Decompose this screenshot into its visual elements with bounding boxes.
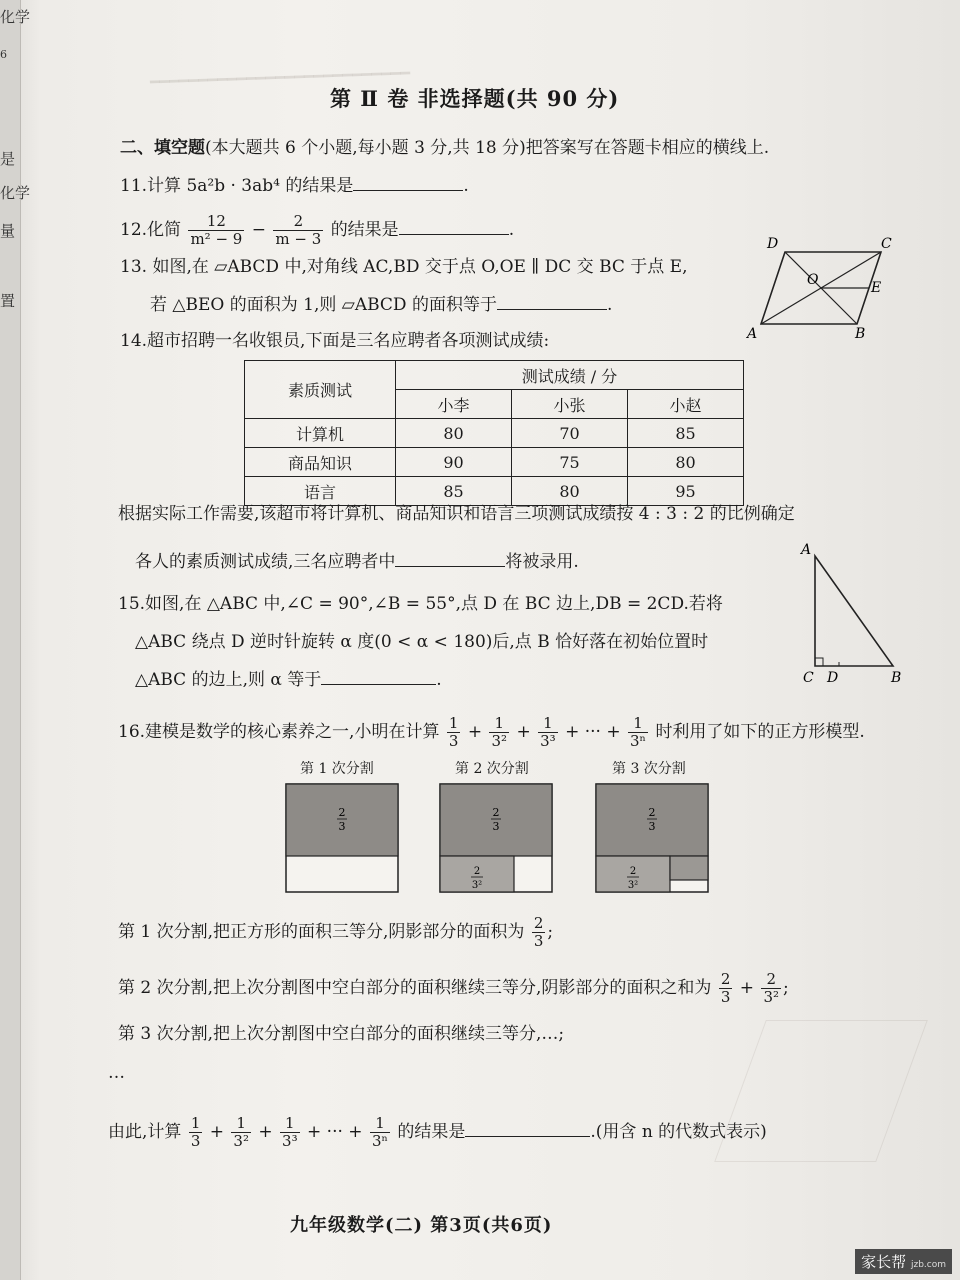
answer-blank-15	[321, 668, 436, 685]
vertex-label-C: C	[881, 236, 892, 252]
table-row-label: 语言	[245, 477, 396, 506]
table-row	[245, 419, 744, 448]
table-cell: 85	[628, 419, 744, 448]
question-14-line1: 根据实际工作需要,该超市将计算机、商品知识和语言三项测试成绩按 4 : 3 : 2 的比例确定	[118, 504, 795, 524]
answer-blank-11	[353, 174, 463, 191]
question-15-line3: △ABC 的边上,则 α 等于 .	[135, 670, 442, 690]
parallelogram-figure	[735, 232, 895, 342]
svg-text:3²: 3²	[471, 880, 483, 891]
caption-split-2: 第 2 次分割	[455, 761, 529, 777]
table-cell: 80	[396, 419, 512, 448]
section-heading: 二、填空题(本大题共 6 个小题,每小题 3 分,共 18 分)把答案写在答题卡相应的横线上.	[120, 138, 770, 158]
vertex-label-A: A	[801, 542, 812, 558]
question-13-line1: 13. 如图,在 ▱ABCD 中,对角线 AC,BD 交于点 O,OE ∥ DC 交 BC 于点 E,	[120, 257, 688, 277]
strip-text: 6	[0, 48, 7, 61]
table-row-label: 计算机	[245, 419, 396, 448]
scores-table	[244, 360, 744, 506]
caption-split-1: 第 1 次分割	[300, 761, 374, 777]
square-model-3	[596, 784, 708, 892]
answer-blank-14	[395, 550, 505, 567]
question-14-intro: 14.超市招聘一名收银员,下面是三名应聘者各项测试成绩:	[120, 331, 550, 351]
question-16-final: 由此,计算 $\frac{1}{3}$ + $\frac{1}{\text{3²}}$ + $\frac{1}{\text{3³}}$ + ··· + $\frac{1}{\text{3ⁿ}}$ 的结果是 .(用含 n 的代数式表示)	[108, 1114, 767, 1150]
table-col-header: 小李	[396, 390, 512, 419]
question-12: 12.化简 $\frac{12}{\text{m² − 9}}$ − $\frac{2}{m - 3}$ 的结果是 .	[120, 212, 515, 248]
strip-text: 量	[0, 222, 16, 240]
answer-blank-13	[497, 293, 607, 310]
section-title: 第 Ⅱ 卷 非选择题(共 90 分)	[330, 86, 620, 111]
svg-text:2: 2	[473, 866, 481, 877]
table-col-header: 小赵	[628, 390, 744, 419]
question-13-line2: 若 △BEO 的面积为 1,则 ▱ABCD 的面积等于 .	[150, 295, 613, 315]
vertex-label-C: C	[803, 670, 814, 686]
point-label-O: O	[807, 272, 819, 288]
vertex-label-A: A	[747, 326, 758, 342]
table-cell: 95	[628, 477, 744, 506]
step-1-text: 第 1 次分割,把正方形的面积三等分,阴影部分的面积为 $\frac{2}{3}$ ;	[118, 914, 554, 950]
page-footer: 九年级数学(二) 第3页(共6页)	[290, 1215, 553, 1236]
svg-text:3: 3	[492, 820, 500, 833]
strip-text: 化学	[0, 184, 31, 202]
question-15-line1: 15.如图,在 △ABC 中,∠C = 90°,∠B = 55°,点 D 在 BC 边上,DB = 2CD.若将	[118, 594, 723, 614]
svg-text:2: 2	[492, 806, 500, 819]
table-cell: 80	[512, 477, 628, 506]
question-11: 11.计算 5a²b · 3ab⁴ 的结果是 .	[120, 176, 469, 196]
question-16-intro: 16.建模是数学的核心素养之一,小明在计算 $\frac{1}{3}$ + $\frac{1}{\text{3²}}$ + $\frac{1}{\text{3³}}$ + ··· + $\frac{1}{\text{3ⁿ}}$ 时利用了如下的正方形模型.	[118, 714, 865, 750]
table-cell: 70	[512, 419, 628, 448]
table-row	[245, 448, 744, 477]
strip-text: 化学	[0, 8, 31, 26]
square-model-1	[286, 784, 398, 892]
strip-text: 置	[0, 292, 16, 310]
strip-text: 是	[0, 150, 16, 168]
question-14-line2: 各人的素质测试成绩,三名应聘者中 将被录用.	[135, 552, 579, 572]
vertex-label-B: B	[855, 326, 866, 342]
table-cell: 75	[512, 448, 628, 477]
point-label-E: E	[871, 280, 882, 296]
triangle-figure	[795, 540, 915, 690]
table-group-header: 测试成绩 / 分	[396, 361, 744, 390]
ellipsis: …	[108, 1063, 125, 1083]
table-corner-header: 素质测试	[245, 361, 396, 419]
caption-split-3: 第 3 次分割	[612, 761, 686, 777]
step-2-text: 第 2 次分割,把上次分割图中空白部分的面积继续三等分,阴影部分的面积之和为 $\frac{2}{3}$ + $\frac{2}{\text{3²}}$ ;	[118, 970, 789, 1006]
region-label: 3	[338, 820, 346, 833]
answer-blank-16	[465, 1120, 590, 1137]
svg-text:3²: 3²	[627, 880, 639, 891]
step-3-text: 第 3 次分割,把上次分割图中空白部分的面积继续三等分,…;	[118, 1024, 565, 1044]
square-model-2	[440, 784, 552, 892]
table-cell: 80	[628, 448, 744, 477]
square-models	[282, 782, 722, 898]
bleed-through: ━━━━━━━━━━━━━━━━━━━━━━━━━━━	[149, 63, 411, 92]
table-cell: 85	[396, 477, 512, 506]
watermark-logo: 家长帮 jzb.com	[855, 1249, 952, 1274]
region-label: 2	[338, 806, 346, 819]
svg-text:2: 2	[648, 806, 656, 819]
vertex-label-D: D	[767, 236, 779, 252]
table-cell: 90	[396, 448, 512, 477]
table-row-label: 商品知识	[245, 448, 396, 477]
table-col-header: 小张	[512, 390, 628, 419]
answer-blank-12	[399, 218, 509, 235]
question-15-line2: △ABC 绕点 D 逆时针旋转 α 度(0 < α < 180)后,点 B 恰好落在初始位置时	[135, 632, 709, 652]
point-label-D: D	[827, 670, 839, 686]
vertex-label-B: B	[891, 670, 902, 686]
table-row	[245, 477, 744, 506]
svg-text:3: 3	[648, 820, 656, 833]
svg-text:2: 2	[629, 866, 637, 877]
